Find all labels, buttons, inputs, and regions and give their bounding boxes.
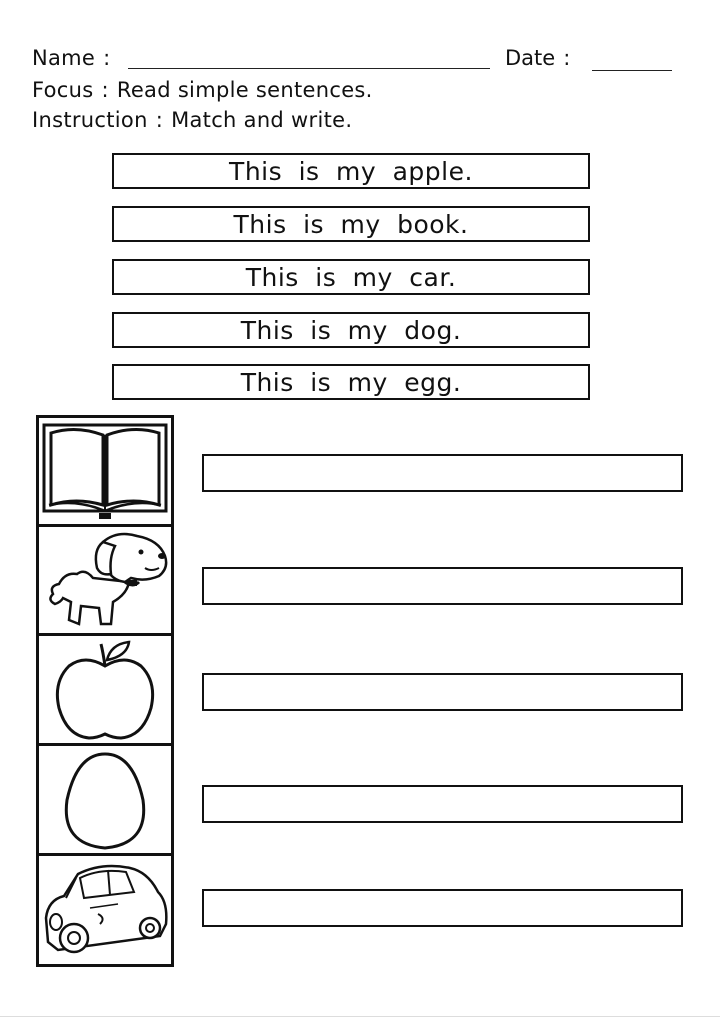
answer-box-1[interactable] bbox=[202, 454, 683, 492]
date-blank-line[interactable] bbox=[592, 70, 672, 71]
instruction-label: Instruction bbox=[32, 108, 148, 132]
egg-icon bbox=[45, 748, 165, 852]
focus-row bbox=[32, 78, 373, 102]
focus-text: Read simple sentences. bbox=[116, 78, 373, 102]
sentence-box-2: This is my book. bbox=[112, 206, 590, 242]
name-blank-line[interactable] bbox=[128, 68, 490, 69]
name-row bbox=[32, 46, 119, 70]
sentence-box-5: This is my egg. bbox=[112, 364, 590, 400]
dog-icon bbox=[41, 528, 169, 632]
date-label: Date bbox=[505, 46, 556, 70]
focus-separator: : bbox=[101, 78, 109, 102]
apple-icon bbox=[45, 638, 165, 742]
name-label: Name bbox=[32, 46, 96, 70]
picture-column bbox=[36, 415, 174, 967]
picture-cell-book bbox=[39, 418, 171, 527]
answer-box-2[interactable] bbox=[202, 567, 683, 605]
picture-cell-egg bbox=[39, 746, 171, 856]
sentence-box-4: This is my dog. bbox=[112, 312, 590, 348]
instruction-text: Match and write. bbox=[171, 108, 353, 132]
name-separator: : bbox=[103, 46, 111, 70]
sentence-box-1: This is my apple. bbox=[112, 153, 590, 189]
date-separator: : bbox=[563, 46, 571, 70]
picture-cell-dog bbox=[39, 527, 171, 636]
picture-cell-car bbox=[39, 856, 171, 964]
focus-label: Focus bbox=[32, 78, 94, 102]
picture-cell-apple bbox=[39, 636, 171, 746]
answer-box-4[interactable] bbox=[202, 785, 683, 823]
answer-box-3[interactable] bbox=[202, 673, 683, 711]
sentence-box-3: This is my car. bbox=[112, 259, 590, 295]
answer-box-5[interactable] bbox=[202, 889, 683, 927]
date-row bbox=[505, 46, 578, 70]
book-icon bbox=[41, 421, 169, 521]
page-bottom-edge bbox=[0, 1016, 720, 1017]
instruction-row bbox=[32, 108, 352, 132]
car-icon bbox=[40, 858, 170, 962]
instruction-separator: : bbox=[155, 108, 164, 132]
